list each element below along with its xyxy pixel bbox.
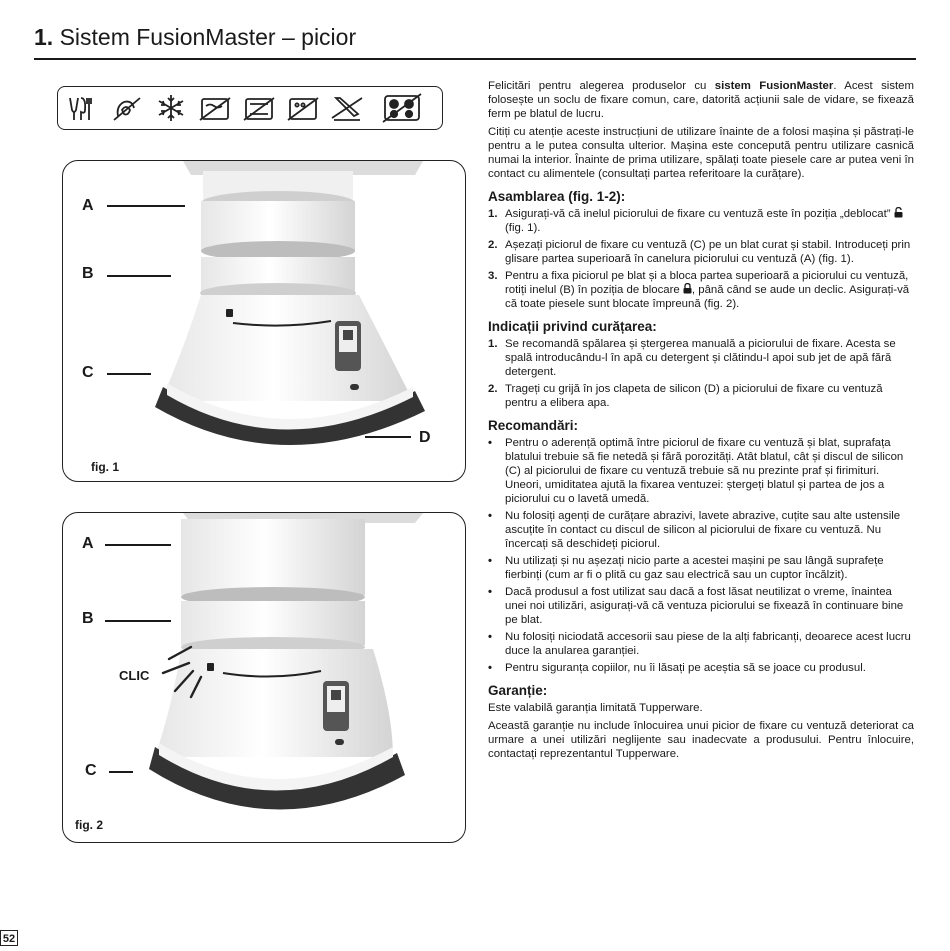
cleaning-steps xyxy=(488,337,914,410)
callout-label-c: C xyxy=(85,762,97,779)
knife-prohibited-icon xyxy=(330,92,364,124)
callout-line-a xyxy=(105,544,171,546)
recommendations-list xyxy=(488,436,914,675)
callout-line-c xyxy=(109,771,133,773)
brand-name: sistem FusionMaster xyxy=(714,80,834,92)
callout-label-c: C xyxy=(82,364,94,381)
callout-line-a xyxy=(107,205,185,207)
warranty-paragraph: Este valabilă garanția limitată Tupperware. xyxy=(488,702,703,714)
locked-padlock-icon xyxy=(683,283,692,294)
electric-oven-prohibited-icon xyxy=(242,92,276,124)
callout-label-a: A xyxy=(82,535,94,552)
recommendations-heading: Recomandări: xyxy=(488,418,579,433)
callout-label-d: D xyxy=(419,429,431,446)
section-title: Sistem FusionMaster – picior xyxy=(59,24,357,50)
callout-line-b xyxy=(107,275,171,277)
figure-1-panel xyxy=(62,160,466,482)
callout-line-b xyxy=(105,620,171,622)
click-sound-label: CLIC xyxy=(119,668,150,683)
usage-icons-panel xyxy=(57,86,443,130)
assembly-step: 3. Pentru a fixa piciorul pe blat și a bloca partea superioară a piciorului cu ventuză, rotiți inelul (B) în poziția de blocare , până când se aude un declic. Asigurați-vă că toate piesele sunt blocate împreună (fig. 2). xyxy=(488,270,910,310)
cleaning-heading: Indicații privind curățarea: xyxy=(488,319,657,334)
callout-line-d xyxy=(365,436,411,438)
dishwasher-icon xyxy=(66,92,100,124)
assembly-steps xyxy=(488,207,914,311)
page-title xyxy=(34,24,356,51)
callout-label-b: B xyxy=(82,265,94,282)
freezer-icon xyxy=(154,92,188,124)
figure-caption: fig. 2 xyxy=(75,818,104,832)
assembly-step: 2. Așezați piciorul de fixare cu ventuză (C) pe un blat curat și stabil. Introduceți prin glisare partea superioară în canelura piciorului cu ventuză (A) (fig. 1). xyxy=(488,239,911,265)
callout-line-c xyxy=(107,373,151,375)
callout-label-b: B xyxy=(82,610,94,627)
recommendation-item: • Pentru o aderență optimă între piciorul de fixare cu ventuză și blat, suprafața blatului trebuie să fie netedă și fără porozități. Atât blatul, cât și discul de silicon (C) al piciorului de fixare cu ventuză trebuie să nu prezinte praf și firimituri. Uneori, umiditatea ajută la fixarea ventuzei: ștergeți blatul și partea de jos a piciorului cu o lavetă umedă. xyxy=(488,437,904,505)
warranty-heading: Garanție: xyxy=(488,683,548,698)
assembly-heading: Asamblarea (fig. 1-2): xyxy=(488,189,626,204)
instructions-text-column xyxy=(488,79,914,765)
intro-paragraph: Citiți cu atenție aceste instrucțiuni de utilizare înainte de a folosi mașina și păstrați-le pentru a le putea consulta ulterior. Mașina este concepută pentru utilizare casnică numai la interior. Înainte de prima utilizare, spălați toate piesele care ar putea veni în contact cu alimentele (consultați partea referitoare la curățare). xyxy=(488,126,914,180)
figure-2-panel xyxy=(62,512,466,843)
assembly-step: 1. Asigurați-vă că inelul piciorului de fixare cu ventuză este în poziția „deblocat” (fig. 1). xyxy=(488,207,914,235)
recommendation-item: • Dacă produsul a fost utilizat sau dacă a fost lăsat neutilizat o vreme, înaintea unei noi utilizări, asigurați-vă că ventuza piciorului se fixează în continuare bine pe blat. xyxy=(488,586,904,626)
suction-base-unlocked-illustration xyxy=(63,161,466,482)
page-number: 52 xyxy=(0,930,18,946)
combi-oven-prohibited-icon xyxy=(286,92,320,124)
unlocked-padlock-icon xyxy=(894,207,903,218)
intro-paragraph: Felicitări pentru alegerea produselor cu sistem FusionMaster. Acest sistem folosește un soclu de fixare comun, care, datorită acțiunii sale de vidare, se fixează ferm pe blatul de lucru. xyxy=(488,80,915,120)
recommendation-item: • Nu folosiți agenți de curățare abrazivi, lavete abrazive, cuțite sau alte ustensile ascuțite în contact cu discul de silicon al piciorului de fixare cu ventuză. Nu încercați să deschideți piciorul. xyxy=(488,510,901,550)
microwave-prohibited-icon xyxy=(110,92,144,124)
recommendation-item: • Pentru siguranța copiilor, nu îi lăsați pe aceștia să se joace cu produsul. xyxy=(488,662,866,674)
callout-label-a: A xyxy=(82,197,94,214)
oven-prohibited-icon xyxy=(198,92,232,124)
cleaning-step: 2. Trageți cu grijă în jos clapeta de silicon (D) a piciorului de fixare cu ventuză pentru a elibera apa. xyxy=(488,383,883,409)
title-rule xyxy=(34,58,916,60)
warranty-paragraph: Această garanție nu include înlocuirea unui picior de fixare cu ventuză deteriorat ca urmare a unei utilizări neglijente sau inadecvate a produsului. Pentru înlocuire, contactați reprezentantul Tupperware. xyxy=(488,720,914,760)
cleaning-step: 1. Se recomandă spălarea și ștergerea manuală a piciorului de fixare. Acesta se spală introducându-l în apă cu detergent și clătindu-l apoi sub jet de apă fără detergent. xyxy=(488,338,896,378)
recommendation-item: • Nu folosiți niciodată accesorii sau piese de la alți fabricanți, deoarece acest lucru duce la anularea garanției. xyxy=(488,631,911,657)
recommendation-item: • Nu utilizați și nu așezați nicio parte a acestei mașini pe sau lângă suprafețe fierbinți (cum ar fi o plită cu gaz sau electrică sau un cuptor încălzit). xyxy=(488,555,884,581)
stovetop-prohibited-icon xyxy=(382,92,422,124)
section-number: 1. xyxy=(34,24,54,50)
figure-caption: fig. 1 xyxy=(91,460,120,474)
